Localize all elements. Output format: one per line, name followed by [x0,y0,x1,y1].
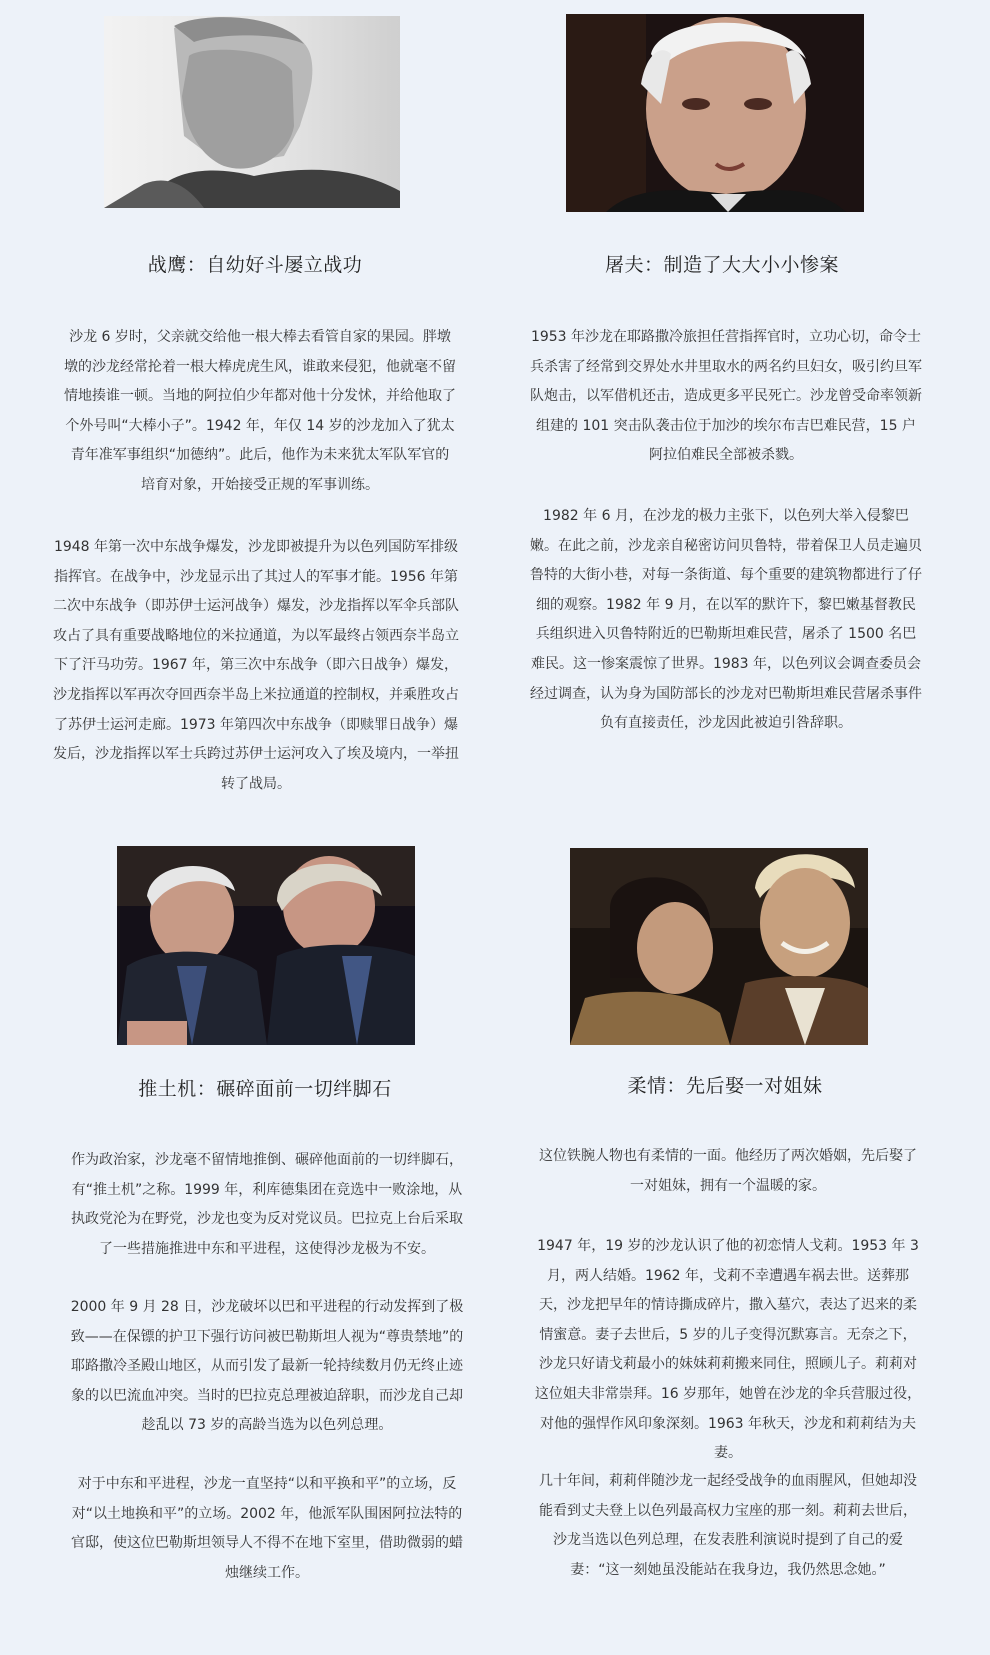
section-heading-tenderness: 柔情：先后娶一对姐妹 [627,1075,823,1097]
section-tenderness-paragraph: 这位铁腕人物也有柔情的一面。他经历了两次婚姻，先后娶了一对姐妹，拥有一个温暖的家。 [539,1148,917,1194]
section-heading-warhawk: 战鹰：自幼好斗屡立战功 [147,254,363,276]
section-warhawk-paragraph: 1948 年第一次中东战争爆发，沙龙即被提升为以色列国防军排级指挥官。在战争中，沙龙显示出了其过人的军事才能。1956 年第二次中东战争（即苏伊士运河战争）爆发，沙龙指挥以军伞兵部队攻占了具有重要战略地位的米拉通道，为以军最终占领西奈半岛立下了汗马功劳。1967 年，第三次中东战争（即六日战争）爆发，沙龙指挥以军再次夺回西奈半岛上米拉通道的控制权，并乘胜攻占了苏伊士运河走廊。1973 年第四次中东战争（即赎罪日战争）爆发后，沙龙指挥以军士兵跨过苏伊士运河攻入了埃及境内，一举扭转了战局。 [53,539,459,792]
section-bulldozer-paragraph: 对于中东和平进程，沙龙一直坚持“以和平换和平”的立场，反对“以土地换和平”的立场。2002 年，他派军队围困阿拉法特的官邸，使这位巴勒斯坦领导人不得不在地下室里，借助微弱的蜡烛继续工作。 [71,1476,463,1581]
couple-photo [570,848,868,1045]
young-soldier-photo [104,16,400,208]
section-heading-bulldozer: 推土机：碾碎面前一切绊脚石 [138,1078,392,1100]
section-butcher-paragraph: 1982 年 6 月，在沙龙的极力主张下，以色列大举入侵黎巴嫩。在此之前，沙龙亲自秘密访问贝鲁特，带着保卫人员走遍贝鲁特的大街小巷，对每一条街道、每个重要的建筑物都进行了仔细的观察。1982 年 9 月，在以军的默许下，黎巴嫩基督教民兵组织进入贝鲁特附近的巴勒斯坦难民营，屠杀了 1500 名巴难民。这一惨案震惊了世界。1983 年，以色列议会调查委员会经过调查，认为身为国防部长的沙龙对巴勒斯坦难民营屠杀事件负有直接责任，沙龙因此被迫引咎辞职。 [530,508,922,732]
section-warhawk-paragraph: 沙龙 6 岁时，父亲就交给他一根大棒去看管自家的果园。胖墩墩的沙龙经常抡着一根大棒虎虎生风，谁敢来侵犯，他就毫不留情地揍谁一顿。当地的阿拉伯少年都对他十分发怵，并给他取了个外号叫“大棒小子”。1942 年，年仅 14 岁的沙龙加入了犹太青年准军事组织“加德纳”。此后，他作为未来犹太军队军官的培育对象，开始接受正规的军事训练。 [64,329,456,493]
section-bulldozer-paragraph: 作为政治家，沙龙毫不留情地推倒、碾碎他面前的一切绊脚石，有“推土机”之称。1999 年，利库德集团在竞选中一败涂地，从执政党沦为在野党，沙龙也变为反对党议员。巴拉克上台后采取了一些措施推进中东和平进程，这使得沙龙极为不安。 [71,1152,463,1257]
section-bulldozer-paragraph: 2000 年 9 月 28 日，沙龙破坏以巴和平进程的行动发挥到了极致——在保镖的护卫下强行访问被巴勒斯坦人视为“尊贵禁地”的耶路撒冷圣殿山地区，从而引发了最新一轮持续数月仍无终止迹象的以巴流血冲突。当时的巴拉克总理被迫辞职，而沙龙自己却趁乱以 73 岁的高龄当选为以色列总理。 [70,1299,464,1434]
section-tenderness-paragraph: 1947 年，19 岁的沙龙认识了他的初恋情人戈莉。1953 年 3 月，两人结婚。1962 年，戈莉不幸遭遇车祸去世。送葬那天，沙龙把早年的情诗撕成碎片，撒入墓穴，表达了迟来的柔情蜜意。妻子去世后，5 岁的儿子变得沉默寡言。无奈之下，沙龙只好请戈莉最小的妹妹莉莉搬来同住，照顾儿子。莉莉对这位姐夫非常崇拜。16 岁那年，她曾在沙龙的伞兵营服过役，对他的强悍作风印象深刻。1963 年秋天，沙龙和莉莉结为夫妻。 [534,1238,922,1462]
section-heading-butcher: 屠夫：制造了大大小小惨案 [604,254,839,276]
section-butcher-paragraph: 1953 年沙龙在耶路撒冷旅担任营指挥官时，立功心切，命令士兵杀害了经常到交界处水井里取水的两名约旦妇女，吸引约旦军队炮击，以军借机还击，造成更多平民死亡。沙龙曾受命率领新组建的 101 突击队袭击位于加沙的埃尔布吉巴难民营，15 户阿拉伯难民全部被杀戮。 [530,329,922,464]
older-portrait-photo [566,14,864,212]
two-men-photo [117,846,415,1045]
section-tenderness-paragraph: 几十年间，莉莉伴随沙龙一起经受战争的血雨腥风，但她却没能看到丈夫登上以色列最高权力宝座的那一刻。莉莉去世后，沙龙当选以色列总理，在发表胜利演说时提到了自己的爱妻：“这一刻她虽没能站在我身边，我仍然思念她。” [539,1473,917,1578]
